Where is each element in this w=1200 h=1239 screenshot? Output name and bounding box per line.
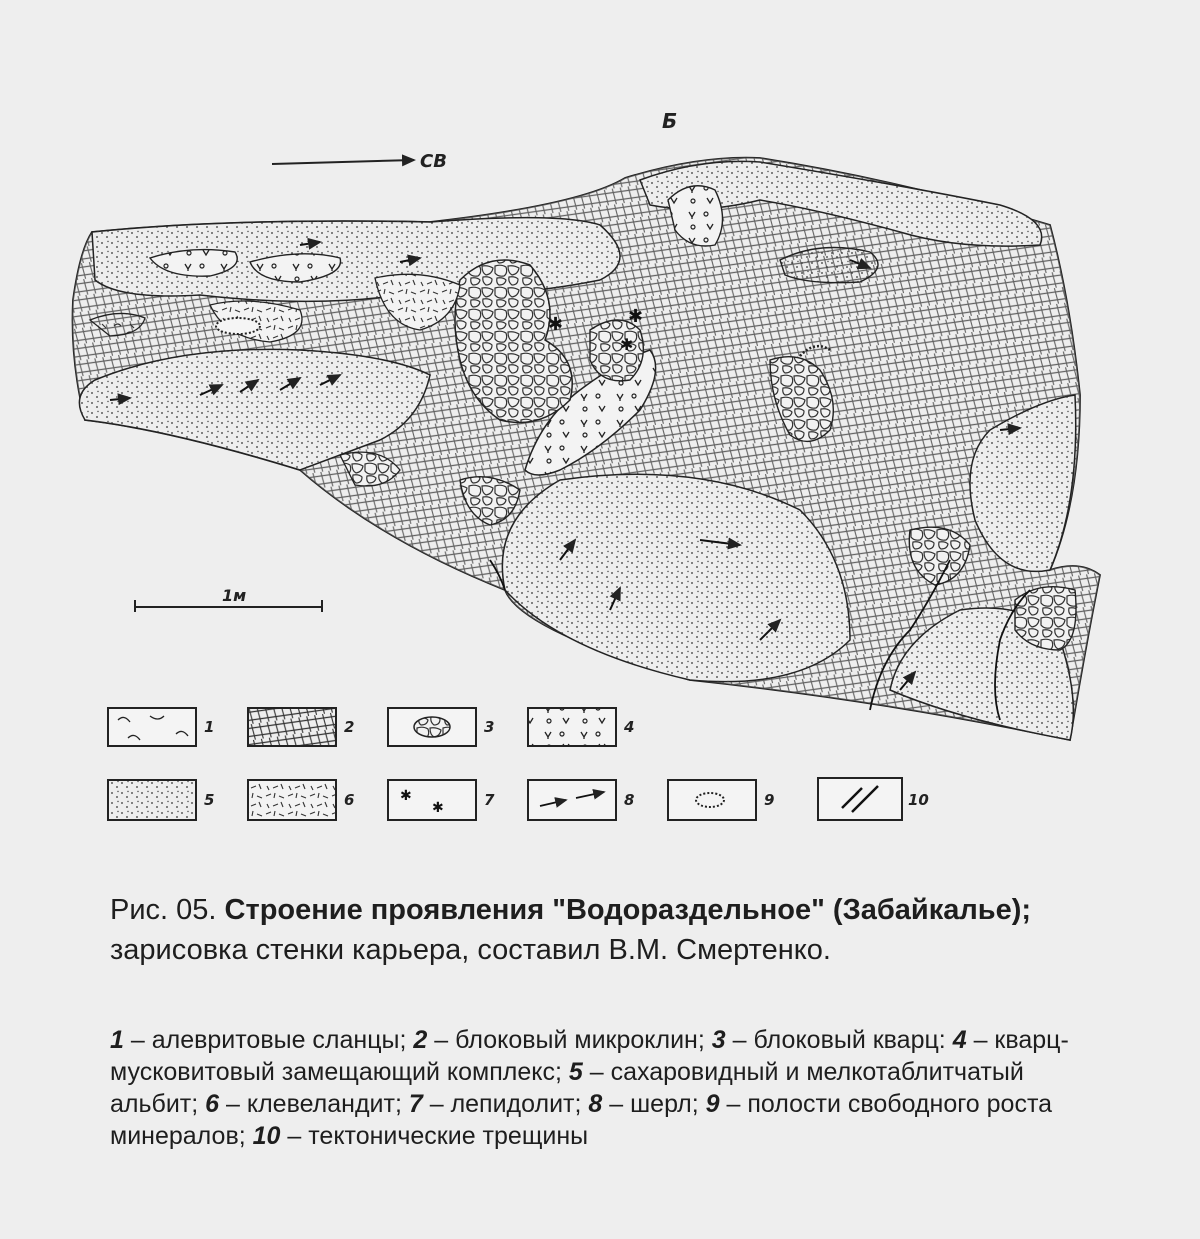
caption-title: Строение проявления "Водораздельное" (Забайкалье); bbox=[224, 894, 1032, 926]
legend-num: 2 bbox=[413, 1026, 428, 1054]
legend-key-10 bbox=[818, 778, 929, 820]
legend-item-text: – кварц-мусковитовый замещающий комплекс; bbox=[110, 1026, 1069, 1086]
caption-prefix: Рис. 05. bbox=[110, 894, 217, 926]
caption-rest: зарисовка стенки карьера, составил В.М. Смертенко. bbox=[110, 934, 831, 966]
legend-num: 9 bbox=[705, 1090, 720, 1118]
legend-key-6 bbox=[248, 780, 354, 820]
legend-num: 10 bbox=[252, 1122, 281, 1150]
legend-item-text: – тектонические трещины bbox=[287, 1122, 589, 1150]
legend-num: 4 bbox=[952, 1026, 967, 1054]
legend-key-2 bbox=[248, 708, 354, 746]
legend-key-4 bbox=[528, 708, 634, 746]
legend-explanation bbox=[110, 1024, 1070, 1152]
legend-item-text: – сахаровидный и мелкотаблитчатый альбит; bbox=[110, 1058, 1024, 1118]
legend-key-1 bbox=[108, 708, 214, 746]
legend-key-label: 1 bbox=[204, 718, 215, 736]
section-label: Б bbox=[662, 109, 678, 133]
legend-key-label: 8 bbox=[624, 791, 635, 809]
legend-key-label: 9 bbox=[764, 791, 775, 809]
lepidolite-star-3: ✱ bbox=[620, 337, 634, 354]
legend-key-7 bbox=[388, 780, 495, 820]
legend-item-text: – клевеландит; bbox=[226, 1090, 402, 1118]
legend-num: 3 bbox=[711, 1026, 726, 1054]
legend-item-text: – блоковый микроклин; bbox=[434, 1026, 705, 1054]
lepidolite-star-1: ✱ bbox=[548, 314, 564, 334]
legend-key-label: 5 bbox=[204, 791, 215, 809]
legend-key-9 bbox=[668, 780, 774, 820]
legend-key-label: 6 bbox=[344, 791, 355, 809]
legend-item-text: – блоковый кварц: bbox=[732, 1026, 946, 1054]
legend-key-label: 10 bbox=[908, 791, 929, 809]
cavity-1 bbox=[216, 318, 260, 334]
scale-label: 1м bbox=[222, 586, 247, 605]
cross-section-body bbox=[73, 158, 1101, 740]
legend-key-label: 7 bbox=[484, 791, 495, 809]
lepidolite-star-2: ✱ bbox=[628, 306, 644, 326]
legend-item-text: – лепидолит; bbox=[429, 1090, 582, 1118]
legend-key-3 bbox=[388, 708, 494, 746]
legend-key-5 bbox=[108, 780, 214, 820]
legend-key-label: 2 bbox=[344, 718, 355, 736]
legend-num: 1 bbox=[110, 1026, 124, 1054]
legend-item-text: – алевритовые сланцы; bbox=[130, 1026, 407, 1054]
quartz-block-2 bbox=[590, 320, 643, 381]
legend-key-label: 4 bbox=[624, 718, 635, 736]
legend-num: 7 bbox=[408, 1090, 423, 1118]
figure-caption bbox=[110, 890, 1110, 970]
legend-num: 5 bbox=[568, 1058, 583, 1086]
legend-item-text: – полости свободного роста минералов; bbox=[110, 1090, 1053, 1150]
north-label: СВ bbox=[420, 151, 447, 172]
svg-text:✱: ✱ bbox=[400, 787, 412, 803]
legend-key-8 bbox=[528, 780, 634, 820]
svg-text:✱: ✱ bbox=[432, 799, 444, 815]
legend-num: 6 bbox=[205, 1090, 220, 1118]
legend-key-label: 3 bbox=[484, 718, 495, 736]
north-arrow bbox=[272, 160, 414, 164]
legend-num: 8 bbox=[588, 1090, 603, 1118]
legend-item-text: – шерл; bbox=[609, 1090, 699, 1118]
